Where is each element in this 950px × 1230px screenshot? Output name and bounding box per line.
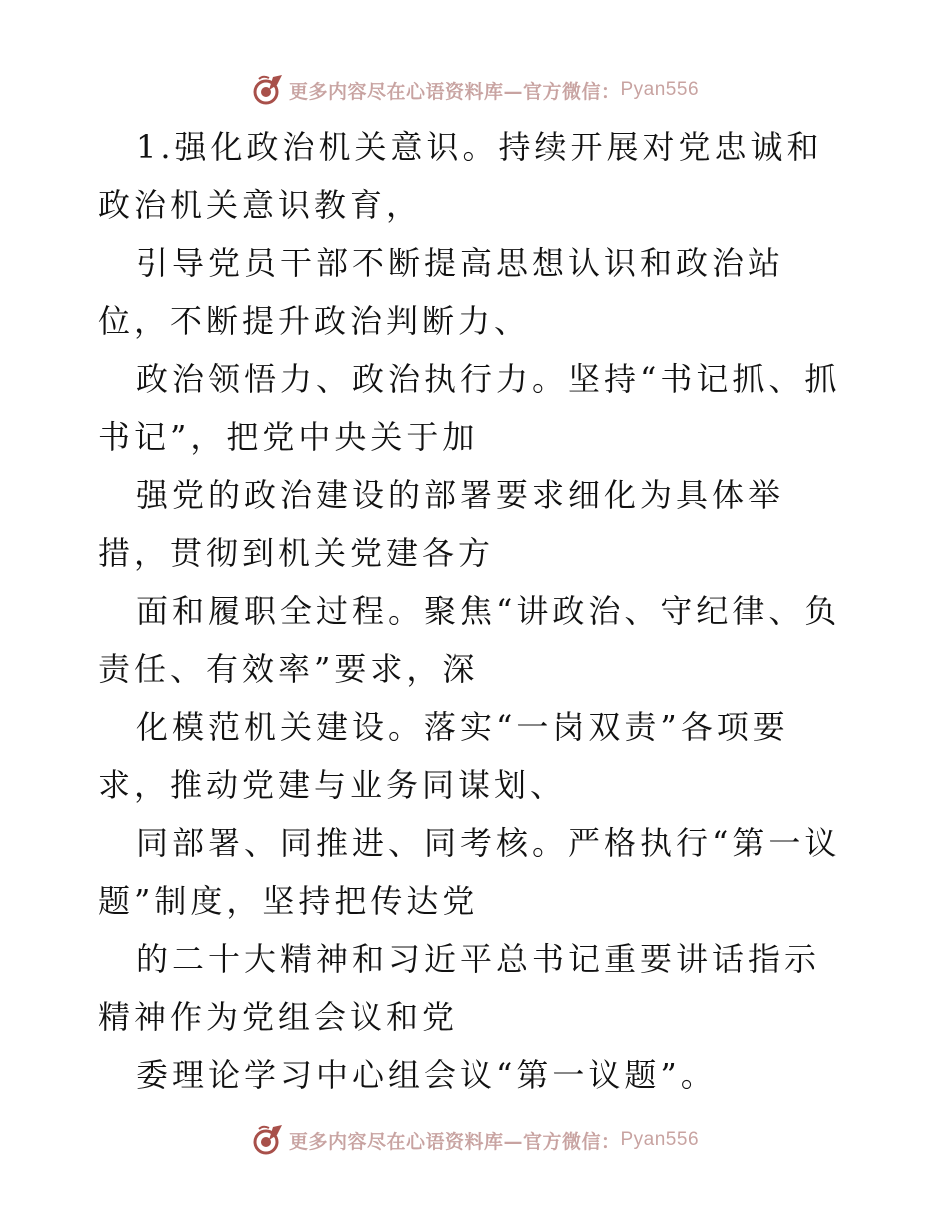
- watermark-wechat-id: Pyan556: [620, 1129, 700, 1150]
- footer-watermark-banner: [0, 1120, 950, 1160]
- paragraph: 同部署、同推进、同考核。严格执行“第一议题”制度，坚持把传达党: [98, 824, 841, 920]
- paragraph: 政治领悟力、政治执行力。坚持“书记抓、抓书记”，把党中央关于加: [98, 360, 841, 456]
- paragraph: 委理论学习中心组会议“第一议题”。: [136, 1056, 717, 1094]
- paragraph: 化模范机关建设。落实“一岗双责”各项要求，推动党建与业务同谋划、: [98, 708, 789, 804]
- paragraph: 面和履职全过程。聚焦“讲政治、守纪律、负责任、有效率”要求，深: [98, 592, 841, 688]
- paragraph: 的二十大精神和习近平总书记重要讲话指示精神作为党组会议和党: [98, 940, 821, 1036]
- quill-seal-icon: [251, 1123, 285, 1157]
- paragraph: 1.强化政治机关意识。持续开展对党忠诚和政治机关意识教育，: [98, 128, 823, 224]
- watermark-text: 更多内容尽在心语资料库—官方微信：: [288, 80, 621, 103]
- document-body: [98, 118, 854, 1104]
- paragraph: 强党的政治建设的部署要求细化为具体举措，贯彻到机关党建各方: [98, 476, 785, 572]
- quill-seal-icon: [251, 73, 285, 107]
- watermark-text: 更多内容尽在心语资料库—官方微信：: [288, 1130, 621, 1153]
- paragraph: 引导党员干部不断提高思想认识和政治站位，不断提升政治判断力、: [98, 244, 785, 340]
- watermark-wechat-id: Pyan556: [620, 79, 700, 100]
- header-watermark-banner: [0, 70, 950, 110]
